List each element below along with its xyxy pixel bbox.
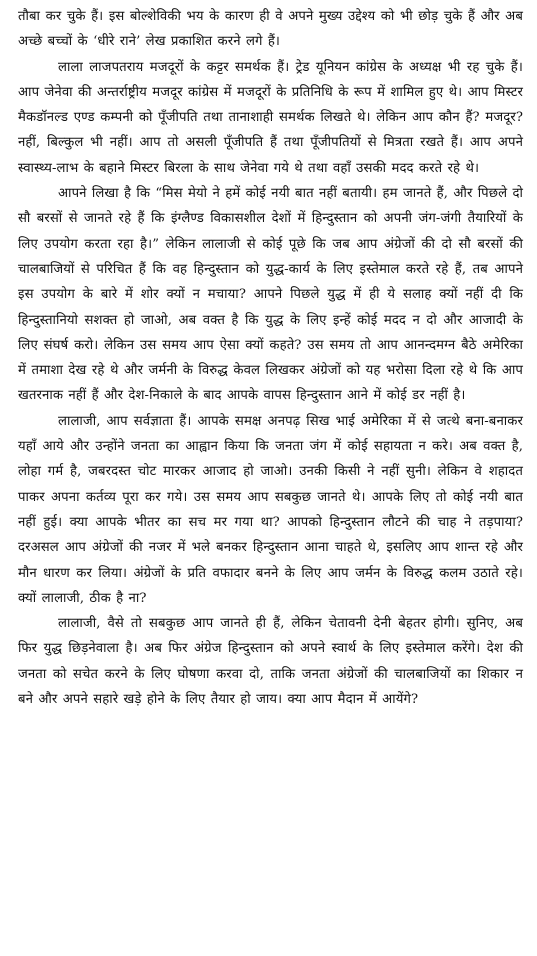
paragraph-5: लालाजी, वैसे तो सबकुछ आप जानते ही हैं, लेकिन चेतावनी देनी बेहतर होगी। सुनिए, अब फिर युद्ध छिड़नेवाला है। अब फिर अंग्रेज हिन्दुस्तान को अपने स्वार्थ के लिए इस्तेमाल करेंगे। देश की जनता को सचेत करने के लिए घोषणा करवा दो, ताकि जनता अंग्रेजों की चालबाजियों का शिकार न बने और अपने सहारे खड़े होने के लिए तैयार हो जाय। क्या आप मैदान में आयेंगे? (18, 616, 523, 708)
paragraph-3: आपने लिखा है कि “मिस मेयो ने हमें कोई नयी बात नहीं बतायी। हम जानते हैं, और पिछले दो सौ बरसों से जानते रहे हैं कि इंग्लैण्ड विकासशील देशों में हिन्दुस्तान को अपनी जंग-जंगी तैयारियों के लिए उपयोग करता रहा है।” लेकिन लालाजी से कोई पूछे कि जब आप अंग्रेजों की दो सौ बरसों की चालबाजियों से परिचित हैं कि वह हिन्दुस्तान को युद्ध-कार्य के लिए इस्तेमाल करते रहे हैं, तब आपने इस उपयोग के बारे में शोर क्यों न मचाया? आपने पिछले युद्ध में ही ये सलाह क्यों नहीं दी कि हिन्दुस्तानियो सशक्त हो जाओ, अब वक्त है कि युद्ध के लिए इन्हें कोई मदद न दो और आजादी के लिए संघर्ष करो। लेकिन उस समय आप ऐसा क्यों कहते? उस समय तो आप आनन्दमग्न बैठे अमेरिका में तमाशा देख रहे थे और जर्मनी के विरुद्ध केवल लिखकर अंग्रेजों को यह भरोसा दिला रहे थे कि आप खतरनाक नहीं हैं और देश-निकाले के बाद आपके वापस हिन्दुस्तान आने में कोई डर नहीं है। (18, 186, 523, 404)
paragraph-4: लालाजी, आप सर्वज्ञाता हैं। आपके समक्ष अनपढ़ सिख भाई अमेरिका में से जत्थे बना-बनाकर यहाँ आये और उन्होंने जनता का आह्वान किया कि जनता जंग में कोई सहायता न करे। अब वक्त है, लोहा गर्म है, जबरदस्त चोट मारकर आजाद हो जाओ। उनकी किसी ने नहीं सुनी। लेकिन वे शहादत पाकर अपना कर्तव्य पूरा कर गये। उस समय आप सबकुछ जानते थे। आपके लिए तो कोई नयी बात नहीं हुई। क्या आपके भीतर का सच मर गया था? आपको हिन्दुस्तान लौटने की चाह ने तड़पाया? दरअसल आप अंग्रेजों की नजर में भले बनकर हिन्दुस्तान आना चाहते थे, इसलिए आप शान्त रहे और मौन धारण कर लिया। अंग्रेजों के प्रति वफादार बनने के लिए आप जर्मन के विरुद्ध कलम उठाते रहे। क्यों लालाजी, ठीक है ना? (18, 413, 523, 606)
paragraph-1: तौबा कर चुके हैं। इस बोल्शेविकी भय के कारण ही वे अपने मुख्य उद्देश्य को भी छोड़ चुके हैं और अब अच्छे बच्चों के ‘धीरे राने’ लेख प्रकाशित करने लगे हैं। (18, 9, 523, 50)
paragraph-2: लाला लाजपतराय मजदूरों के कट्टर समर्थक हैं। ट्रेड यूनियन कांग्रेस के अध्यक्ष भी रह चुके हैं। आप जेनेवा की अन्तर्राष्ट्रीय मजदूर कांग्रेस में मजदूरों के प्रतिनिधि के रूप में शामिल हुए थे। आप मिस्टर मैकडॉनल्ड एण्ड कम्पनी को पूँजीपति तथा तानाशाही समर्थक लिखते थे। लेकिन आप कौन हैं? मजदूर? नहीं, बिल्कुल भी नहीं। आप तो असली पूँजीपति हैं तथा पूँजीपतियों से मित्रता रखते हैं। आप अपने स्वास्थ्य-लाभ के बहाने मिस्टर बिरला के साथ जेनेवा गये थे तथा वहाँ उसकी मदद करते रहे थे। (18, 59, 523, 176)
